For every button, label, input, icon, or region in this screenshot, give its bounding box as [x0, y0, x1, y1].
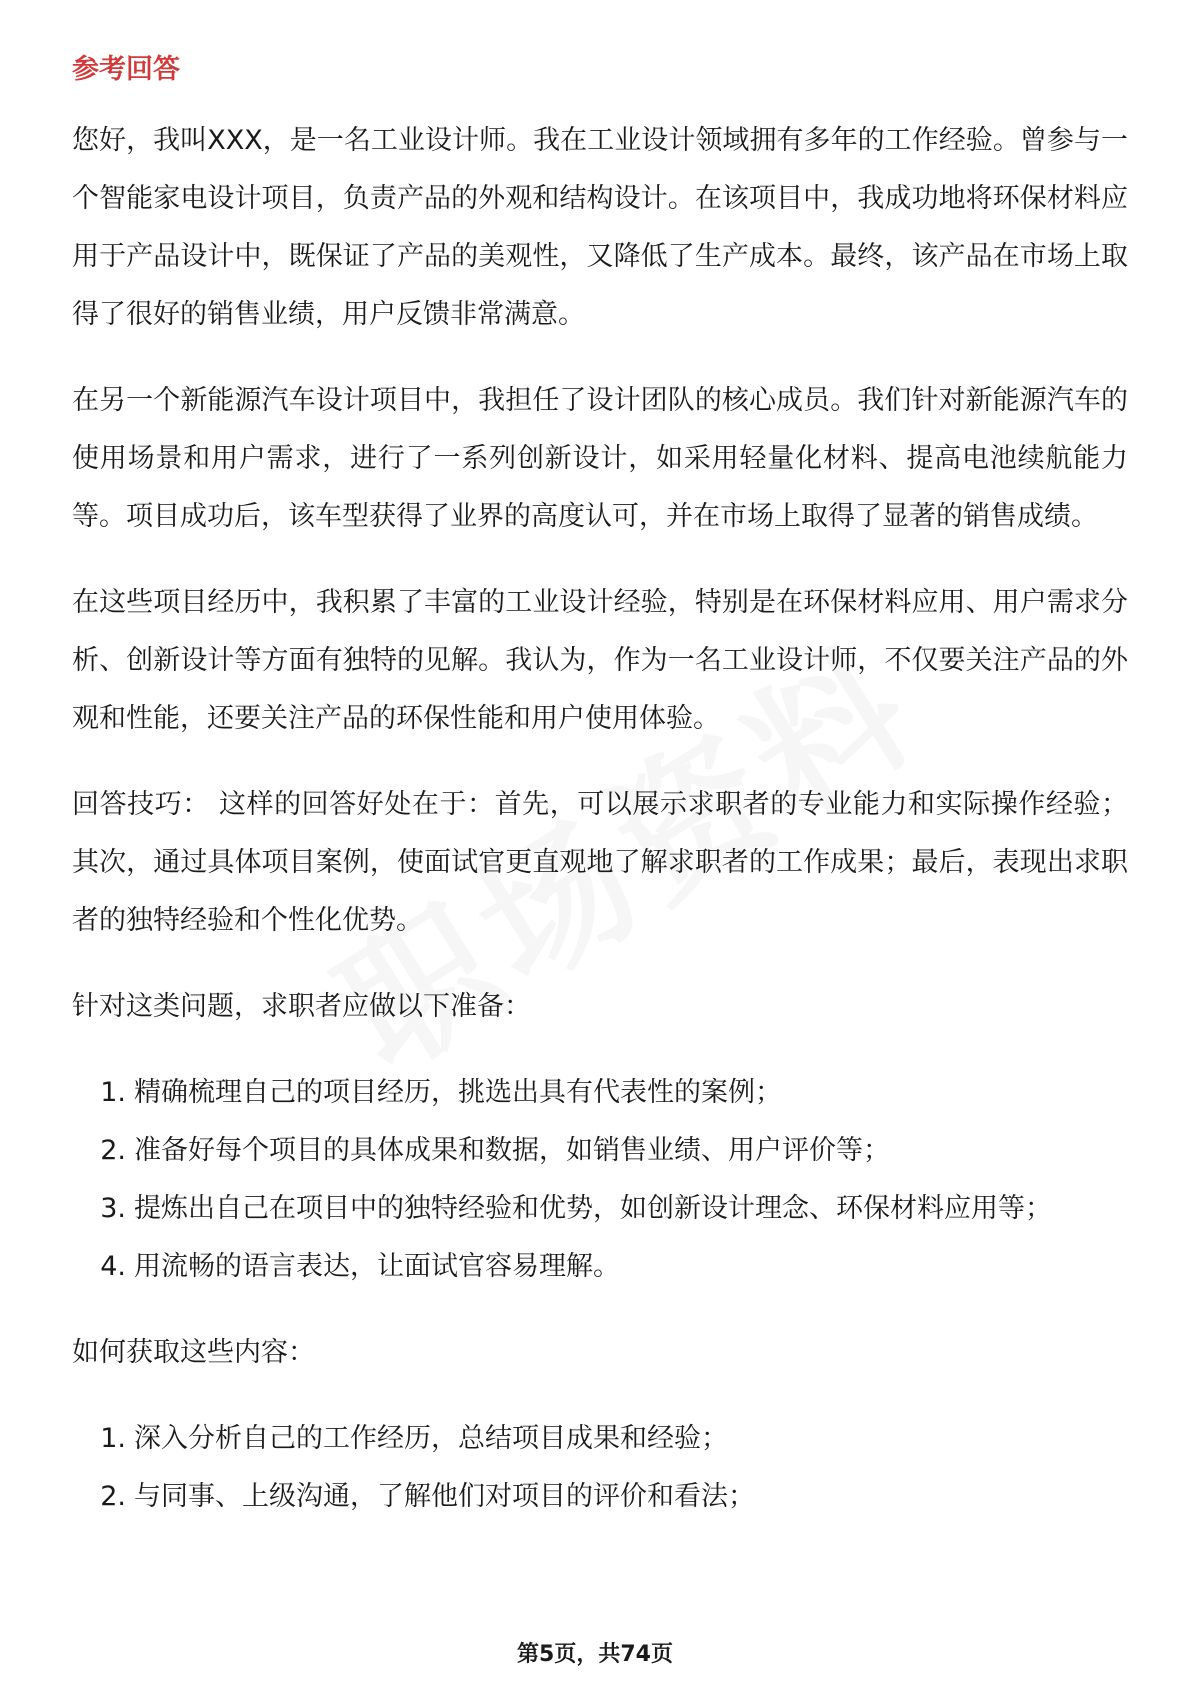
list-number: 3. [100, 1193, 126, 1224]
paragraph-intro: 您好，我叫XXX，是一名工业设计师。我在工业设计领域拥有多年的工作经验。曾参与一个智能家电设计项目，负责产品的外观和结构设计。在该项目中，我成功地将环保材料应用于产品设计中，既保证了产品的美观性，又降低了生产成本。最终，该产品在市场上取得了很好的销售业绩，用户反馈非常满意。 [72, 125, 1128, 330]
paragraph-project-2: 在另一个新能源汽车设计项目中，我担任了设计团队的核心成员。我们针对新能源汽车的使用场景和用户需求，进行了一系列创新设计，如采用轻量化材料、提高电池续航能力等。项目成功后，该车型获得了业界的高度认可，并在市场上取得了显著的销售成绩。 [72, 385, 1128, 532]
page-number-footer: 第5页，共74页 [517, 1642, 673, 1667]
list-number: 1. [100, 1423, 126, 1454]
list-text: 深入分析自己的工作经历，总结项目成果和经验； [134, 1423, 728, 1454]
prep-list [72, 1064, 1128, 1296]
list-text: 提炼出自己在项目中的独特经验和优势，如创新设计理念、环保材料应用等； [134, 1193, 1052, 1224]
paragraph-experience: 在这些项目经历中，我积累了丰富的工业设计经验，特别是在环保材料应用、用户需求分析、创新设计等方面有独特的见解。我认为，作为一名工业设计师，不仅要关注产品的外观和性能，还要关注产品的环保性能和用户使用体验。 [72, 587, 1128, 734]
list-item [72, 1180, 1128, 1238]
list-item [72, 1410, 1128, 1468]
list-number: 1. [100, 1077, 126, 1108]
section-heading: 参考回答 [72, 54, 180, 85]
paragraph-prep-intro: 针对这类问题，求职者应做以下准备： [72, 991, 531, 1022]
list-text: 与同事、上级沟通，了解他们对项目的评价和看法； [134, 1481, 755, 1512]
how-list [72, 1410, 1128, 1526]
document-content [72, 50, 1128, 1554]
paragraph-how-to: 如何获取这些内容： [72, 1337, 315, 1368]
paragraph-tips: 回答技巧： 这样的回答好处在于：首先，可以展示求职者的专业能力和实际操作经验；其次，通过具体项目案例，使面试官更直观地了解求职者的工作成果；最后，表现出求职者的独特经验和个性化优势。 [72, 789, 1128, 936]
list-item [72, 1238, 1128, 1296]
list-number: 4. [100, 1251, 126, 1282]
list-text: 用流畅的语言表达，让面试官容易理解。 [134, 1251, 620, 1282]
list-number: 2. [100, 1481, 126, 1512]
list-text: 准备好每个项目的具体成果和数据，如销售业绩、用户评价等； [134, 1135, 890, 1166]
list-number: 2. [100, 1135, 126, 1166]
list-item [72, 1468, 1128, 1526]
list-item [72, 1064, 1128, 1122]
list-item [72, 1122, 1128, 1180]
list-text: 精确梳理自己的项目经历，挑选出具有代表性的案例； [134, 1077, 782, 1108]
